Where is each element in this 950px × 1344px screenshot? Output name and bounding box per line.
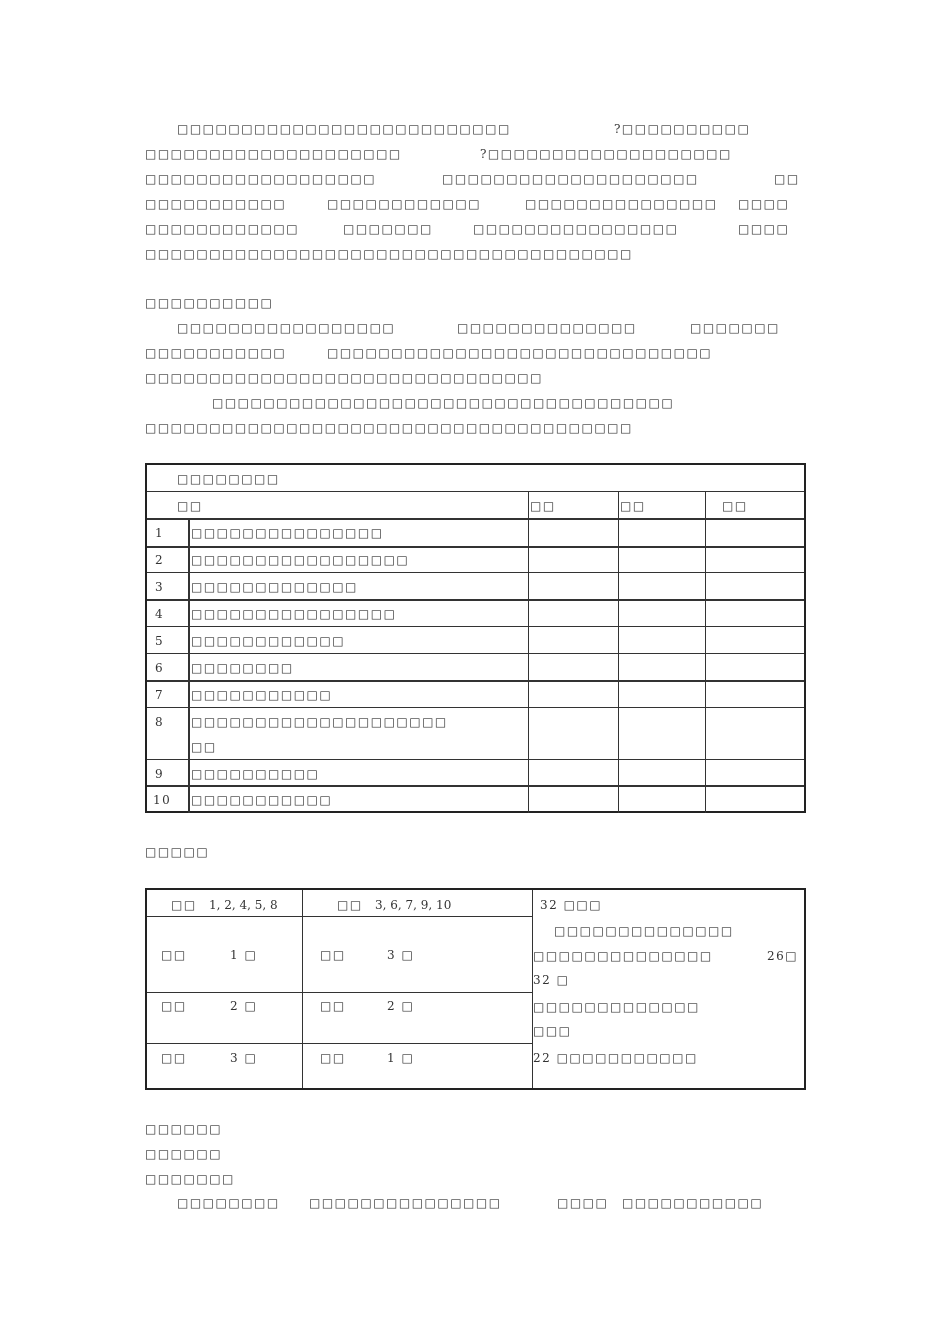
note-3-right: 26□ bbox=[767, 949, 799, 963]
row-num: 8 bbox=[155, 715, 165, 729]
section-line-4: □□□□□□□□□□□□□□□□□□□□□□□□□□□□□□□□□□□□ bbox=[212, 396, 675, 410]
intro-line-3c: □□ bbox=[774, 172, 800, 186]
row-text: □□□□□□□□□□□ bbox=[191, 793, 333, 807]
col1-header-items: 1, 2, 4, 5, 8 bbox=[209, 898, 278, 912]
footer-line-4d: □□□□□□□□□□□ bbox=[622, 1196, 764, 1210]
row-text: □□□□□□□□□□□□□□□□□ bbox=[191, 553, 410, 567]
intro-line-6: □□□□□□□□□□□□□□□□□□□□□□□□□□□□□□□□□□□□□□ bbox=[145, 247, 633, 261]
section-heading: □□□□□□□□□□ bbox=[145, 296, 274, 310]
score-label: □□ bbox=[320, 999, 346, 1013]
intro-line-2a: □□□□□□□□□□□□□□□□□□□□ bbox=[145, 147, 402, 161]
row-num: 10 bbox=[153, 793, 172, 807]
section-line-1c: □□□□□□□ bbox=[690, 321, 780, 335]
score-label: □□ bbox=[320, 948, 346, 962]
score-value: 2 □ bbox=[387, 999, 415, 1013]
score-label: □□ bbox=[320, 1051, 346, 1065]
footer-line-3: □□□□□□□ bbox=[145, 1172, 235, 1186]
row-text-cont: □□ bbox=[191, 740, 217, 754]
scoring-heading: □□□□□ bbox=[145, 845, 210, 859]
score-value: 2 □ bbox=[230, 999, 258, 1013]
footer-line-2: □□□□□□ bbox=[145, 1147, 223, 1161]
intro-line-3a: □□□□□□□□□□□□□□□□□□ bbox=[145, 172, 377, 186]
intro-line-1a: □□□□□□□□□□□□□□□□□□□□□□□□□□ bbox=[177, 122, 511, 136]
row-text: □□□□□□□□□□□□ bbox=[191, 634, 346, 648]
note-7: 22 □□□□□□□□□□□ bbox=[533, 1051, 698, 1065]
score-value: 1 □ bbox=[230, 948, 258, 962]
score-value: 3 □ bbox=[230, 1051, 258, 1065]
table-title: □□□□□□□□ bbox=[177, 472, 280, 486]
row-text: □□□□□□□□ bbox=[191, 661, 294, 675]
col1-header-label: □□ bbox=[171, 898, 197, 912]
row-text: □□□□□□□□□□ bbox=[191, 767, 320, 781]
section-line-1a: □□□□□□□□□□□□□□□□□ bbox=[177, 321, 396, 335]
footer-line-4c: □□□□ bbox=[557, 1196, 609, 1210]
intro-line-5c: □□□□□□□□□□□□□□□□ bbox=[473, 222, 679, 236]
row-num: 6 bbox=[155, 661, 165, 675]
header-col-3: □□ bbox=[722, 499, 748, 513]
row-num: 3 bbox=[155, 580, 165, 594]
col2-header-label: □□ bbox=[337, 898, 363, 912]
note-1: 32 □□□ bbox=[540, 898, 603, 912]
section-line-3: □□□□□□□□□□□□□□□□□□□□□□□□□□□□□□□ bbox=[145, 371, 543, 385]
intro-line-4a: □□□□□□□□□□□ bbox=[145, 197, 287, 211]
intro-line-2b: ?□□□□□□□□□□□□□□□□□□□ bbox=[480, 147, 732, 161]
score-value: 1 □ bbox=[387, 1051, 415, 1065]
row-text: □□□□□□□□□□□□□□□□ bbox=[191, 607, 397, 621]
intro-line-5a: □□□□□□□□□□□□ bbox=[145, 222, 300, 236]
note-3: □□□□□□□□□□□□□□ bbox=[533, 949, 713, 963]
score-label: □□ bbox=[161, 1051, 187, 1065]
score-value: 3 □ bbox=[387, 948, 415, 962]
section-line-2b: □□□□□□□□□□□□□□□□□□□□□□□□□□□□□□ bbox=[327, 346, 713, 360]
intro-line-5d: □□□□ bbox=[738, 222, 790, 236]
section-line-5: □□□□□□□□□□□□□□□□□□□□□□□□□□□□□□□□□□□□□□ bbox=[145, 421, 633, 435]
row-num: 5 bbox=[155, 634, 165, 648]
note-5: □□□□□□□□□□□□□ bbox=[533, 1000, 700, 1014]
footer-line-4a: □□□□□□□□ bbox=[177, 1196, 280, 1210]
row-text: □□□□□□□□□□□ bbox=[191, 688, 333, 702]
intro-line-4d: □□□□ bbox=[738, 197, 790, 211]
header-item: □□ bbox=[177, 499, 203, 513]
row-num: 2 bbox=[155, 553, 165, 567]
row-num: 9 bbox=[155, 767, 165, 781]
footer-line-4b: □□□□□□□□□□□□□□□ bbox=[309, 1196, 502, 1210]
scoring-table bbox=[145, 888, 806, 1090]
col2-header-items: 3, 6, 7, 9, 10 bbox=[375, 898, 452, 912]
section-line-1b: □□□□□□□□□□□□□□ bbox=[457, 321, 637, 335]
score-label: □□ bbox=[161, 999, 187, 1013]
intro-line-4c: □□□□□□□□□□□□□□□ bbox=[525, 197, 718, 211]
row-num: 1 bbox=[155, 526, 165, 540]
row-num: 4 bbox=[155, 607, 165, 621]
checklist-table bbox=[145, 463, 806, 813]
row-num: 7 bbox=[155, 688, 165, 702]
header-col-1: □□ bbox=[530, 499, 556, 513]
score-label: □□ bbox=[161, 948, 187, 962]
intro-line-4b: □□□□□□□□□□□□ bbox=[327, 197, 482, 211]
header-col-2: □□ bbox=[620, 499, 646, 513]
row-text: □□□□□□□□□□□□□□□ bbox=[191, 526, 384, 540]
section-line-2a: □□□□□□□□□□□ bbox=[145, 346, 287, 360]
note-2: □□□□□□□□□□□□□□ bbox=[554, 924, 734, 938]
footer-line-1: □□□□□□ bbox=[145, 1122, 223, 1136]
intro-line-3b: □□□□□□□□□□□□□□□□□□□□ bbox=[442, 172, 699, 186]
intro-line-1b: ?□□□□□□□□□□ bbox=[614, 122, 751, 136]
row-text: □□□□□□□□□□□□□ bbox=[191, 580, 358, 594]
intro-line-5b: □□□□□□□ bbox=[343, 222, 433, 236]
row-text: □□□□□□□□□□□□□□□□□□□□ bbox=[191, 715, 448, 729]
note-6: □□□ bbox=[533, 1024, 572, 1038]
note-4: 32 □ bbox=[533, 973, 570, 987]
